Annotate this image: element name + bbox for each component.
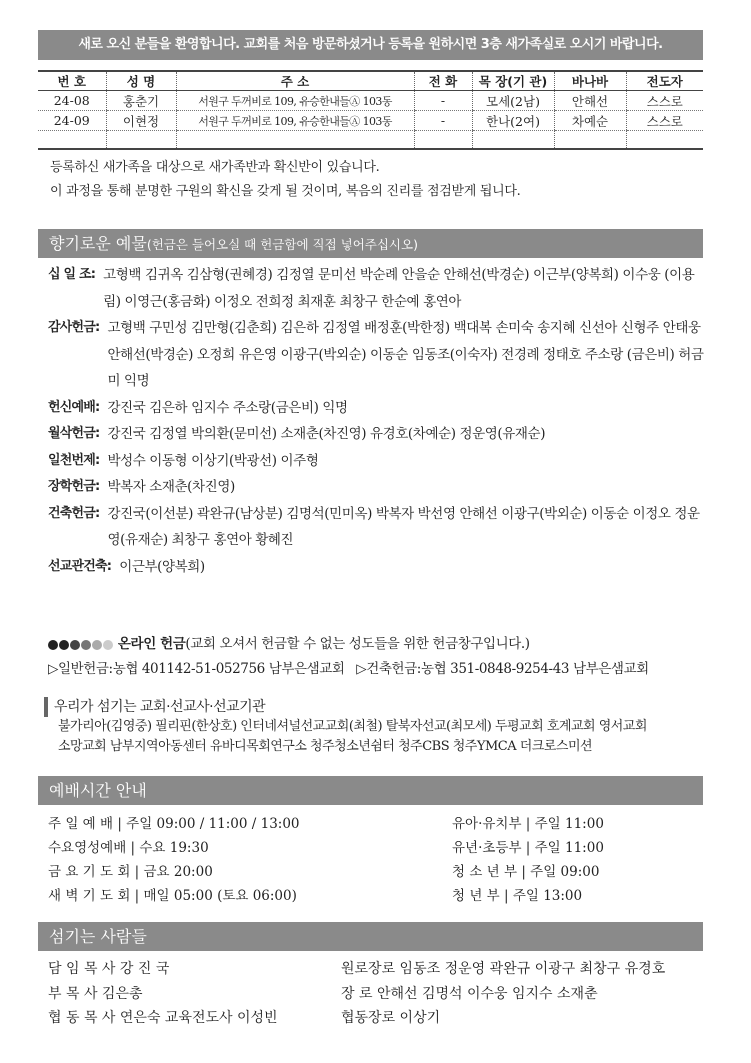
dot-icon	[103, 640, 113, 650]
cell-phone: -	[414, 111, 472, 131]
people-header	[38, 922, 703, 951]
people-right	[341, 957, 665, 1031]
schedule-left	[48, 812, 300, 908]
offering-subtitle: (헌금은 들어오실 때 헌금함에 직접 넣어주십시오)	[146, 237, 418, 252]
online-offering-title-line	[48, 632, 649, 657]
cell-name: 홍춘기	[106, 91, 176, 111]
dot-icon	[48, 640, 58, 650]
table-row-empty	[38, 131, 703, 149]
missions-line-1: 불가리아(김영중) 필리핀(한상호) 인터네셔널선교교회(최철) 탈북자선교(최모세) 두평교회 호계교회 영서교회	[58, 719, 647, 734]
offering-row-mission-building	[48, 554, 708, 581]
schedule-item: 수요영성예배 | 수요 19:30	[48, 840, 209, 856]
offering-list	[48, 262, 708, 580]
offering-row-thanks	[48, 315, 708, 395]
online-offering-accounts	[48, 657, 649, 681]
cell-number: 24-09	[38, 111, 106, 131]
offering-label: 선교관건축:	[48, 558, 112, 574]
online-offering-title: 온라인 헌금	[117, 636, 186, 652]
offering-label: 월삭헌금:	[48, 426, 100, 441]
schedule-item: 새 벽 기 도 회 | 매일 05:00 (토요 06:00)	[48, 888, 297, 904]
col-header-evangelist: 전도자	[626, 71, 703, 91]
people-left	[48, 957, 278, 1031]
empty-cell	[176, 131, 414, 149]
offering-row-thousand	[48, 448, 708, 475]
col-header-address: 주 소	[176, 71, 414, 91]
dot-icon	[59, 640, 69, 650]
people-item: 부 목 사 김은총	[48, 985, 143, 1002]
offering-names: 박복자 소재춘(차진영)	[107, 479, 235, 495]
general-account: ▷일반헌금:농협 401142-51-052756 남부은샘교회	[48, 661, 345, 677]
people-item: 협동장로 이상기	[341, 1010, 441, 1026]
cell-barnabas: 안해선	[554, 91, 626, 111]
cell-barnabas: 차예순	[554, 111, 626, 131]
cell-evangelist: 스스로	[626, 91, 703, 111]
offering-title: 향기로운 예물	[49, 234, 147, 253]
offering-label: 일천번제:	[48, 452, 100, 468]
registration-table	[38, 70, 703, 150]
people-item: 협 동 목 사 연은숙 교육전도사 이성빈	[48, 1010, 278, 1026]
building-account: ▷건축헌금:농협 351-0848-9254-43 남부은샘교회	[356, 661, 649, 677]
cell-group: 모세(2남)	[472, 91, 554, 111]
welcome-banner: 새로 오신 분들을 환영합니다. 교회를 처음 방문하셨거나 등록을 원하시면 3층 새가족실로 오시기 바랍니다.	[38, 30, 703, 60]
schedule-item: 금 요 기 도 회 | 금요 20:00	[48, 864, 213, 880]
schedule-right	[452, 812, 604, 908]
cell-phone: -	[414, 91, 472, 111]
dot-icon	[70, 640, 80, 650]
missions-section	[44, 697, 647, 757]
schedule-item: 주 일 예 배 | 주일 09:00 / 11:00 / 13:00	[48, 816, 300, 832]
cell-address: 서원구 두꺼비로 109, 유승한내들Ⓐ 103동	[176, 91, 414, 111]
dot-icon	[92, 640, 102, 650]
online-offering	[48, 632, 649, 681]
empty-cell	[414, 131, 472, 149]
table-header-row	[38, 71, 703, 91]
newcomer-note-1: 등록하신 새가족을 대상으로 새가족반과 확신반이 있습니다.	[50, 160, 380, 175]
cell-name: 이현정	[106, 111, 176, 131]
dots-icon	[48, 633, 114, 657]
offering-row-tithe	[48, 262, 708, 315]
newcomer-note-2: 이 과정을 통해 분명한 구원의 확신을 갖게 될 것이며, 복음의 진리를 점검받게 됩니다.	[50, 184, 521, 199]
offering-row-building	[48, 501, 708, 554]
empty-cell	[106, 131, 176, 149]
offering-label: 헌신예배:	[48, 399, 100, 415]
cell-group: 한나(2여)	[472, 111, 554, 131]
online-offering-desc: (교회 오셔서 헌금할 수 없는 성도들을 위한 헌금창구입니다.)	[185, 636, 530, 652]
missions-line-2: 소망교회 남부지역아동센터 유바디목회연구소 청주청소년쉼터 청주CBS 청주YMCA 더크로스미션	[58, 739, 593, 754]
offering-row-monthly	[48, 421, 708, 448]
dot-icon	[81, 640, 91, 650]
schedule-item: 청 년 부 | 주일 13:00	[452, 888, 583, 904]
offering-names: 고형백 구민성 김만형(김춘희) 김은하 김정열 배정훈(박한정) 백대복 손미숙 송지혜 신선아 신형주 안태웅 안해선(박경순) 오정희 유은영 이광구(박외순) 이동순 임동조(이숙자) 전경례 정태호 주소랑 (금은비) 허금미 익명	[107, 320, 704, 389]
people-title: 섬기는 사람들	[49, 927, 147, 946]
people-item: 장 로 안해선 김명석 이수웅 임지수 소재춘	[341, 985, 598, 1002]
offering-names: 강진국 김은하 임지수 주소랑(금은비) 익명	[107, 399, 348, 416]
offering-names: 이근부(양복희)	[119, 558, 205, 575]
offering-names: 고형백 김귀옥 김삼형(권혜경) 김정열 문미선 박순례 안을순 안해선(박경순) 이근부(양복희) 이수웅 (이용림) 이영근(홍금화) 이정오 전희정 최재훈 최창구 한순예 홍연아	[103, 267, 695, 310]
offering-names: 강진국 김정열 박의환(문미선) 소재춘(차진영) 유경호(차예순) 정운영(유재순)	[107, 426, 546, 442]
schedule-item: 유년·초등부 | 주일 11:00	[452, 840, 604, 856]
offering-label: 장학헌금:	[48, 479, 100, 494]
schedule-header	[38, 776, 703, 805]
missions-title: 우리가 섬기는 교회·선교사·선교기관	[44, 697, 647, 717]
offering-label: 십 일 조:	[48, 267, 96, 282]
empty-cell	[38, 131, 106, 149]
col-header-name: 성 명	[106, 71, 176, 91]
offering-header	[38, 229, 703, 258]
schedule-item: 유아·유치부 | 주일 11:00	[452, 816, 604, 832]
table-row	[38, 111, 703, 131]
col-header-number: 번 호	[38, 71, 106, 91]
cell-number: 24-08	[38, 91, 106, 111]
empty-cell	[554, 131, 626, 149]
cell-evangelist: 스스로	[626, 111, 703, 131]
offering-names: 박성수 이동형 이상기(박광선) 이주형	[107, 452, 319, 469]
col-header-group: 목 장(기 관)	[472, 71, 554, 91]
schedule-title: 예배시간 안내	[49, 781, 147, 800]
offering-names: 강진국(이선분) 곽완규(남상분) 김명석(민미옥) 박복자 박선영 안해선 이광구(박외순) 이동순 이정오 정운영(유재순) 최창구 홍연아 황혜진	[107, 505, 700, 548]
col-header-phone: 전 화	[414, 71, 472, 91]
schedule-item: 청 소 년 부 | 주일 09:00	[452, 864, 600, 880]
cell-address: 서원구 두꺼비로 109, 유승한내들Ⓐ 103동	[176, 111, 414, 131]
people-item: 원로장로 임동조 정운영 곽완규 이광구 최창구 유경호	[341, 961, 666, 977]
offering-row-scholarship	[48, 474, 708, 501]
col-header-barnabas: 바나바	[554, 71, 626, 91]
offering-label: 건축헌금:	[48, 505, 100, 521]
empty-cell	[472, 131, 554, 149]
offering-row-dedication	[48, 395, 708, 422]
empty-cell	[626, 131, 703, 149]
table-row	[38, 91, 703, 111]
offering-label: 감사헌금:	[48, 320, 100, 335]
people-item: 담 임 목 사 강 진 국	[48, 961, 170, 977]
